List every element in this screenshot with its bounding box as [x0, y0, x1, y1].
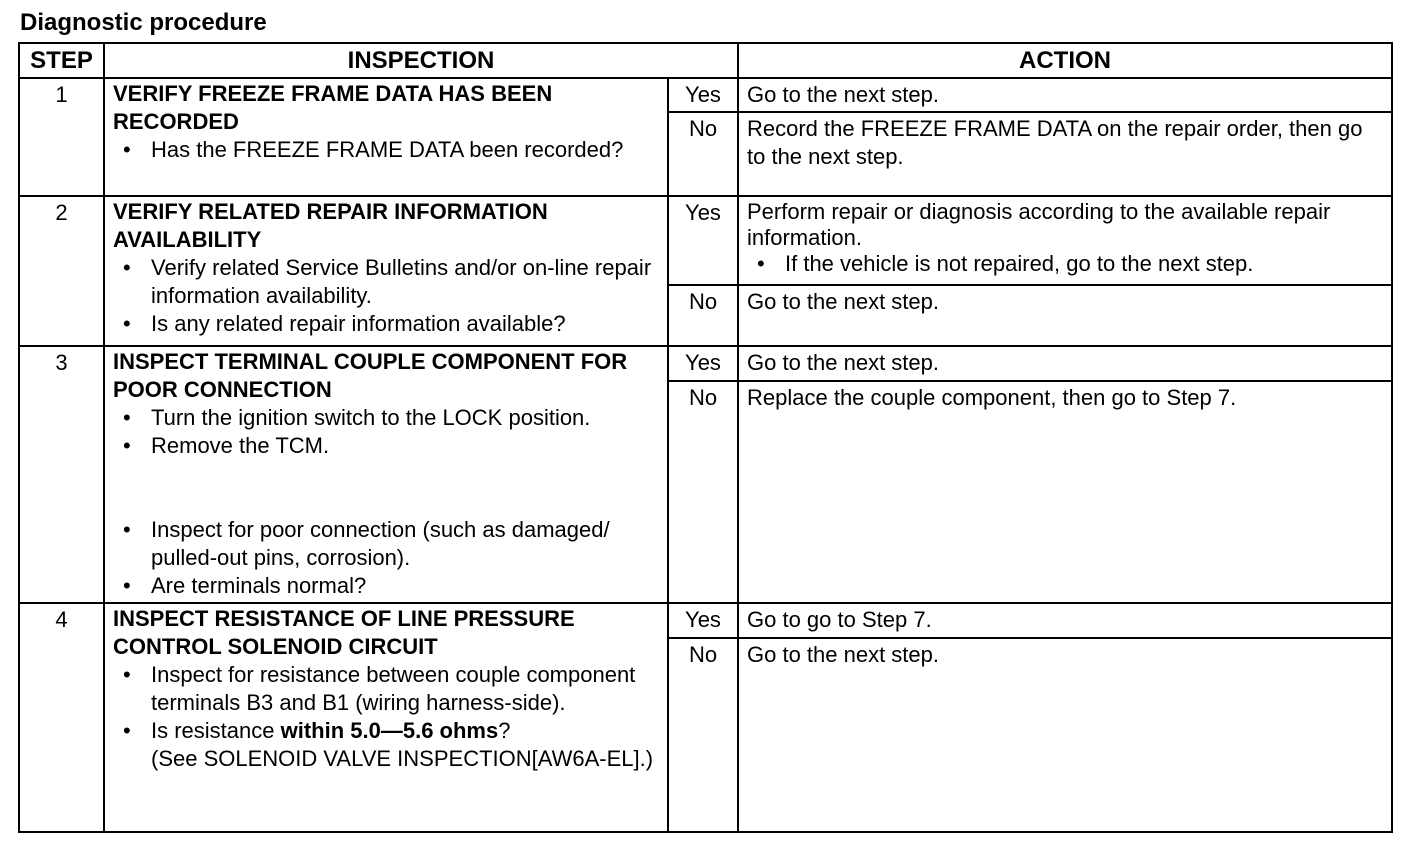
figure-gap — [113, 460, 663, 516]
list-item: • If the vehicle is not repaired, go to the next step. — [757, 251, 1254, 276]
step-3-bullets — [113, 404, 663, 600]
step-2-number: 2 — [19, 196, 104, 346]
step-3-yes-label: Yes — [668, 346, 738, 381]
step-1-title: VERIFY FREEZE FRAME DATA HAS BEEN RECORDED — [113, 81, 553, 134]
step-4-bullets — [113, 661, 663, 773]
list-item: • Is resistance within 5.0—5.6 ohms? (See SOLENOID VALVE INSPECTION[AW6A-EL].) — [123, 718, 654, 771]
bullet-icon: • — [123, 718, 131, 743]
list-item: • Turn the ignition switch to the LOCK position. — [123, 405, 591, 430]
step-2-yes-action — [738, 196, 1392, 285]
list-item: • Inspect for poor connection (such as damaged/ pulled-out pins, corrosion). — [123, 517, 610, 570]
step-1-number: 1 — [19, 78, 104, 196]
page-title: Diagnostic procedure — [20, 9, 267, 36]
step-1-inspection — [104, 78, 668, 196]
step-4-inspection — [104, 603, 668, 832]
step-2-no-label: No — [668, 285, 738, 346]
step-4-no-action: Go to the next step. — [738, 638, 1392, 832]
list-item: • Has the FREEZE FRAME DATA been recorded? — [123, 137, 624, 162]
step-4-no-label: No — [668, 638, 738, 832]
step-2-bullets — [113, 254, 663, 338]
step-1-bullets — [113, 136, 663, 164]
list-item: • Remove the TCM. — [123, 433, 330, 458]
step-1-no-label: No — [668, 112, 738, 196]
step-4-number: 4 — [19, 603, 104, 832]
step-4-yes-action: Go to go to Step 7. — [738, 603, 1392, 638]
step-3-yes-row — [19, 346, 1392, 381]
step-2-yes-label: Yes — [668, 196, 738, 285]
step-2-no-action: Go to the next step. — [738, 285, 1392, 346]
bullet-icon: • — [123, 662, 131, 687]
header-action: ACTION — [738, 43, 1392, 78]
list-item: • Are terminals normal? — [123, 573, 367, 598]
step-1-no-action: Record the FREEZE FRAME DATA on the repair order, then go to the next step. — [738, 112, 1392, 196]
bullet-icon: • — [123, 137, 131, 162]
bullet-icon: • — [123, 433, 131, 458]
step-4-yes-row — [19, 603, 1392, 638]
step-2-yes-text: Perform repair or diagnosis according to the available repair information. — [747, 199, 1331, 250]
step-3-yes-action: Go to the next step. — [738, 346, 1392, 381]
bullet-icon: • — [123, 517, 131, 542]
list-item: • Is any related repair information available? — [123, 311, 566, 336]
step-1-yes-action: Go to the next step. — [738, 78, 1392, 112]
step-4-reference: (See SOLENOID VALVE INSPECTION[AW6A-EL].) — [151, 746, 654, 771]
step-1-yes-label: Yes — [668, 78, 738, 112]
list-item: • Inspect for resistance between couple component terminals B3 and B1 (wiring harness-side). — [123, 662, 636, 715]
header-inspection: INSPECTION — [104, 43, 738, 78]
step-3-number: 3 — [19, 346, 104, 603]
step-2-title: VERIFY RELATED REPAIR INFORMATION AVAILABILITY — [113, 199, 548, 252]
bullet-icon: • — [123, 405, 131, 430]
header-row — [19, 43, 1392, 78]
bullet-icon: • — [123, 255, 131, 280]
step-2-yes-row — [19, 196, 1392, 285]
step-3-inspection — [104, 346, 668, 603]
step-3-no-action: Replace the couple component, then go to Step 7. — [738, 381, 1392, 603]
diagnostic-table — [18, 42, 1393, 833]
step-2-inspection — [104, 196, 668, 346]
bullet-icon: • — [757, 251, 765, 276]
bullet-icon: • — [123, 311, 131, 336]
step-4-title: INSPECT RESISTANCE OF LINE PRESSURE CONTROL SOLENOID CIRCUIT — [113, 606, 575, 659]
list-item: • Verify related Service Bulletins and/or on-line repair information availability. — [123, 255, 652, 308]
step-1-yes-row — [19, 78, 1392, 112]
step-3-no-label: No — [668, 381, 738, 603]
bullet-icon: • — [123, 573, 131, 598]
step-3-title: INSPECT TERMINAL COUPLE COMPONENT FOR POOR CONNECTION — [113, 349, 628, 402]
header-step: STEP — [19, 43, 104, 78]
step-2-yes-sub — [747, 251, 1383, 277]
step-4-yes-label: Yes — [668, 603, 738, 638]
